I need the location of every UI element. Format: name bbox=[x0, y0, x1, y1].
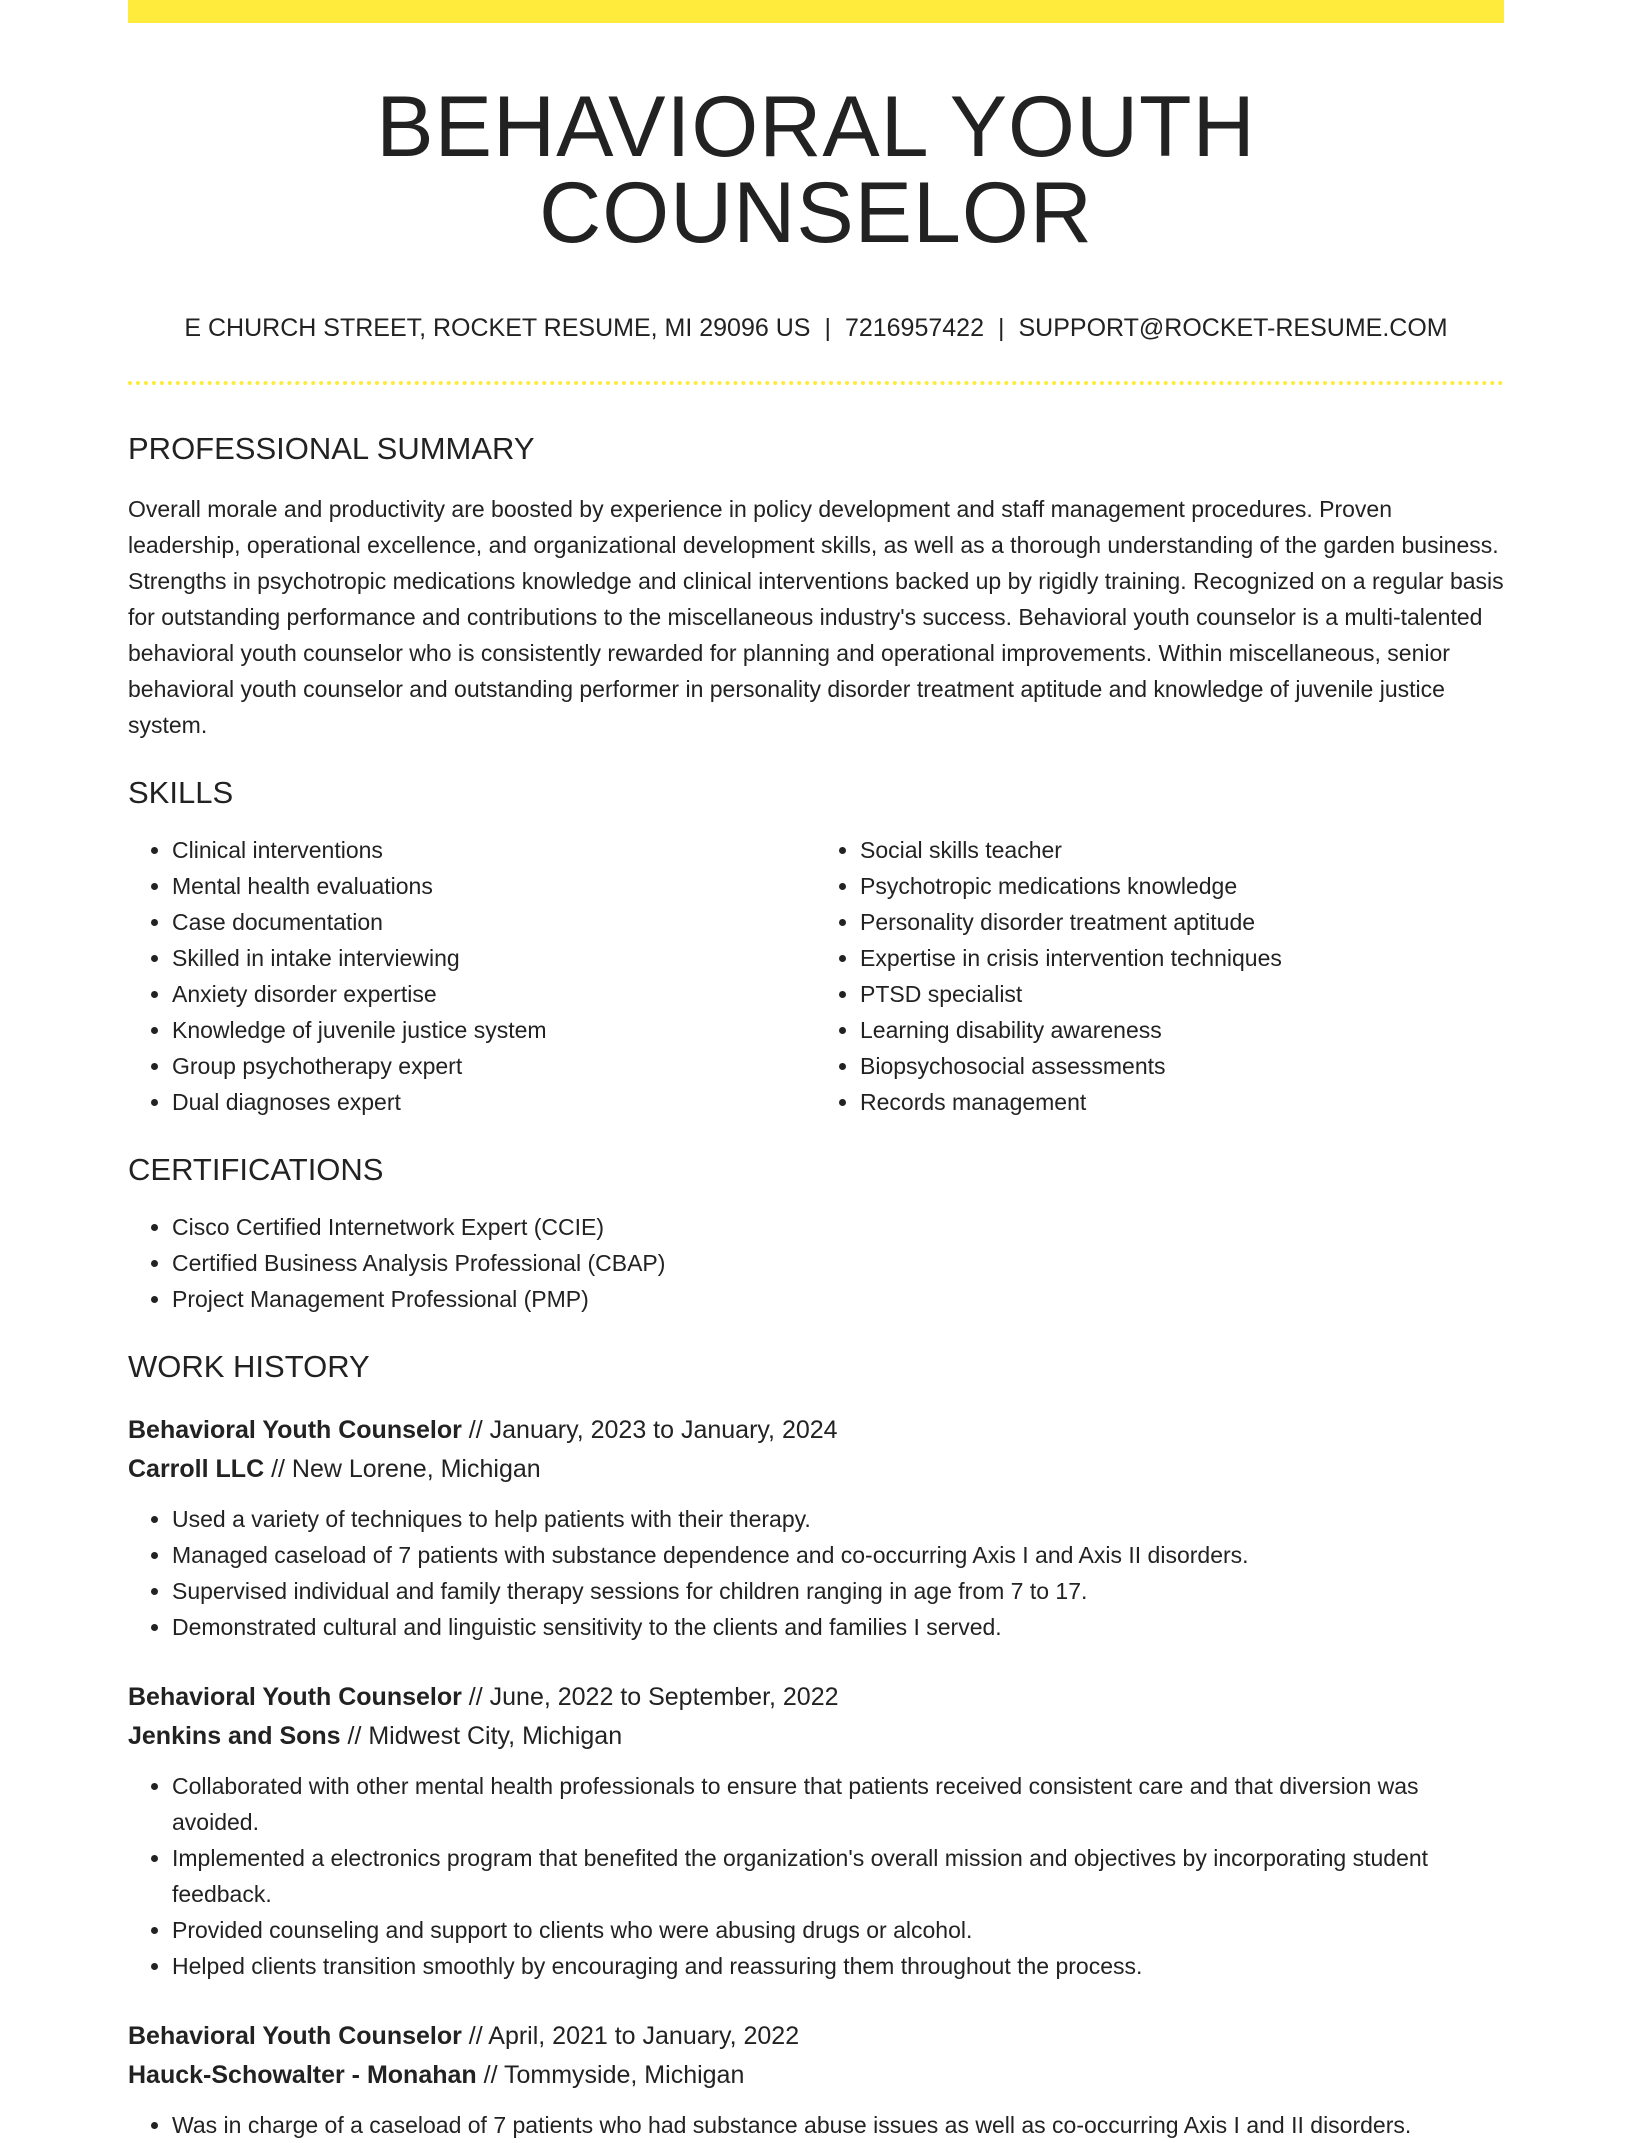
job-entry bbox=[128, 1411, 1504, 1645]
list-item: • Biopsychosocial assessments bbox=[860, 1048, 1504, 1084]
list-item: • Cisco Certified Internetwork Expert (CCIE) bbox=[172, 1209, 1504, 1245]
job-bullets bbox=[128, 1501, 1504, 1645]
job-bullets bbox=[128, 2107, 1504, 2143]
job-title: Behavioral Youth Counselor bbox=[128, 1683, 462, 1711]
contact-separator: | bbox=[997, 314, 1005, 342]
list-item: • Records management bbox=[860, 1084, 1504, 1120]
job-entry bbox=[128, 1678, 1504, 1984]
list-item: • Demonstrated cultural and linguistic sensitivity to the clients and families I served. bbox=[172, 1609, 1504, 1645]
job-company: Hauck-Schowalter - Monahan bbox=[128, 2061, 477, 2089]
job-company-line bbox=[128, 1450, 1504, 1489]
job-company-line bbox=[128, 1717, 1504, 1756]
job-bullets bbox=[128, 1768, 1504, 1984]
job-dates: // June, 2022 to September, 2022 bbox=[461, 1683, 839, 1711]
list-item: • Used a variety of techniques to help patients with their therapy. bbox=[172, 1501, 1504, 1537]
job-entry bbox=[128, 2017, 1504, 2143]
skills-list bbox=[128, 832, 1504, 1120]
job-title-line bbox=[128, 1411, 1504, 1450]
list-item: • PTSD specialist bbox=[860, 976, 1504, 1012]
list-item: • Clinical interventions bbox=[172, 832, 816, 868]
list-item: • Psychotropic medications knowledge bbox=[860, 868, 1504, 904]
work-history-heading: WORK HISTORY bbox=[128, 1349, 370, 1384]
list-item: • Learning disability awareness bbox=[860, 1012, 1504, 1048]
job-dates: // April, 2021 to January, 2022 bbox=[461, 2022, 800, 2050]
certifications-list bbox=[128, 1209, 1504, 1317]
job-title-line bbox=[128, 2017, 1504, 2056]
phone: 7216957422 bbox=[844, 314, 984, 342]
job-location: // New Lorene, Michigan bbox=[264, 1455, 541, 1483]
job-dates: // January, 2023 to January, 2024 bbox=[461, 1416, 838, 1444]
list-item: • Helped clients transition smoothly by encouraging and reassuring them throughout the process. bbox=[172, 1948, 1504, 1984]
list-item: • Expertise in crisis intervention techniques bbox=[860, 940, 1504, 976]
list-item: • Knowledge of juvenile justice system bbox=[172, 1012, 816, 1048]
list-item: • Supervised individual and family therapy sessions for children ranging in age from 7 to 17. bbox=[172, 1573, 1504, 1609]
summary-heading: PROFESSIONAL SUMMARY bbox=[128, 431, 535, 466]
list-item: • Skilled in intake interviewing bbox=[172, 940, 816, 976]
list-item: • Certified Business Analysis Professional (CBAP) bbox=[172, 1245, 1504, 1281]
contact-separator: | bbox=[824, 314, 831, 342]
certifications-heading: CERTIFICATIONS bbox=[128, 1152, 384, 1187]
list-item: • Personality disorder treatment aptitude bbox=[860, 904, 1504, 940]
page-title: BEHAVIORAL YOUTH COUNSELOR bbox=[376, 79, 1256, 261]
summary-text: Overall morale and productivity are boosted by experience in policy development and staff management procedures. Proven leadership, operational excellence, and organizational development skills, as well as a thorough understanding of the garden business. Strengths in psychotropic medications knowledge and clinical interventions backed up by rigidly training. Recognized on a regular basis for outstanding performance and contributions to the miscellaneous industry's success. Behavioral youth counselor is a multi-talented behavioral youth counselor who is consistently rewarded for planning and operational improvements. Within miscellaneous, senior behavioral youth counselor and outstanding performer in personality disorder treatment aptitude and knowledge of juvenile justice system. bbox=[128, 496, 1504, 738]
skills-heading: SKILLS bbox=[128, 775, 234, 810]
email: SUPPORT@ROCKET-RESUME.COM bbox=[1018, 314, 1448, 342]
skills-column-left bbox=[128, 832, 816, 1120]
skills-column-right bbox=[816, 832, 1504, 1120]
list-item: • Was in charge of a caseload of 7 patients who had substance abuse issues as well as co-occurring Axis I and II disorders. bbox=[172, 2107, 1504, 2143]
job-location: // Midwest City, Michigan bbox=[340, 1722, 623, 1750]
list-item: • Provided counseling and support to clients who were abusing drugs or alcohol. bbox=[172, 1912, 1504, 1948]
list-item: • Managed caseload of 7 patients with substance dependence and co-occurring Axis I and Axis II disorders. bbox=[172, 1537, 1504, 1573]
list-item: • Implemented a electronics program that benefited the organization's overall mission and objectives by incorporating student feedback. bbox=[172, 1840, 1504, 1912]
contact-line bbox=[128, 316, 1504, 341]
address: E CHURCH STREET, ROCKET RESUME, MI 29096 US bbox=[184, 314, 811, 342]
job-title: Behavioral Youth Counselor bbox=[128, 2022, 462, 2050]
list-item: • Dual diagnoses expert bbox=[172, 1084, 816, 1120]
list-item: • Collaborated with other mental health professionals to ensure that patients received consistent care and that diversion was avoided. bbox=[172, 1768, 1504, 1840]
job-title-line bbox=[128, 1678, 1504, 1717]
list-item: • Project Management Professional (PMP) bbox=[172, 1281, 1504, 1317]
job-title: Behavioral Youth Counselor bbox=[128, 1416, 462, 1444]
job-company: Carroll LLC bbox=[128, 1455, 265, 1483]
list-item: • Group psychotherapy expert bbox=[172, 1048, 816, 1084]
list-item: • Anxiety disorder expertise bbox=[172, 976, 816, 1012]
top-accent-bar bbox=[128, 0, 1504, 23]
dotted-divider bbox=[128, 381, 1504, 385]
job-company-line bbox=[128, 2056, 1504, 2095]
list-item: • Mental health evaluations bbox=[172, 868, 816, 904]
job-location: // Tommyside, Michigan bbox=[476, 2061, 745, 2089]
resume-page bbox=[128, 0, 1504, 2143]
job-company: Jenkins and Sons bbox=[128, 1722, 341, 1750]
list-item: • Case documentation bbox=[172, 904, 816, 940]
list-item: • Social skills teacher bbox=[860, 832, 1504, 868]
